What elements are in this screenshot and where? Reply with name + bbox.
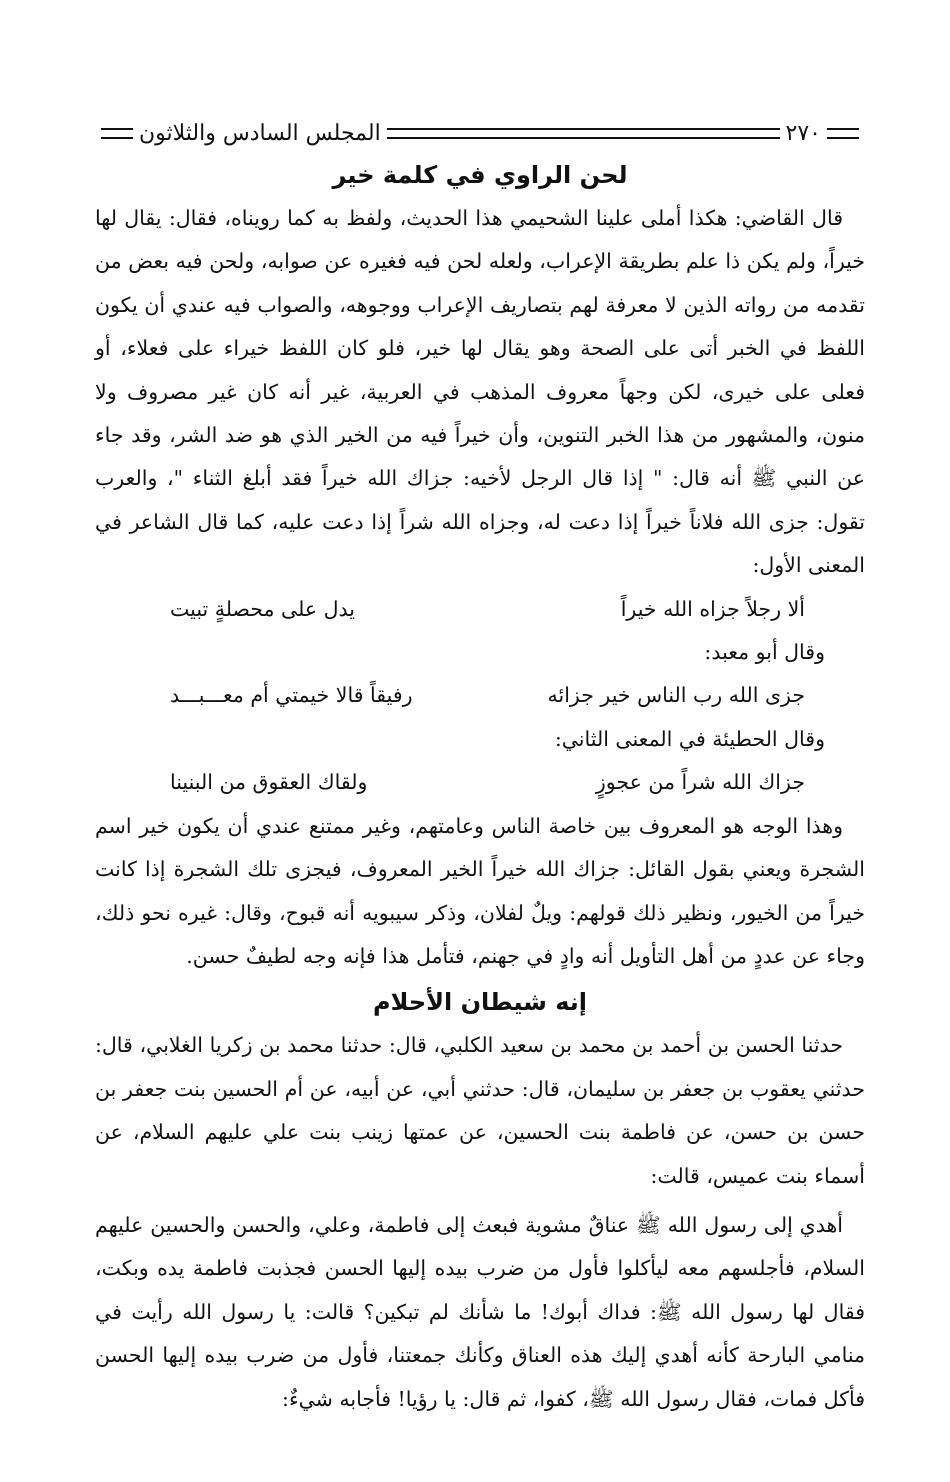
- section-heading-2: إنه شيطان الأحلام: [373, 988, 587, 1017]
- verse-first-hemistich: جزى الله رب الناس خير جزائه: [547, 683, 805, 708]
- section-heading-1: لحن الراوي في كلمة خير: [332, 161, 628, 189]
- verse-line: [95, 761, 865, 804]
- chapter-title: المجلس السادس والثلاثون: [139, 120, 381, 146]
- paragraph: وهذا الوجه هو المعروف بين خاصة الناس وعامتهم، وغير ممتنع عندي أن يكون خير اسم الشجرة ويعني بقول القائل: جزاك الله خيراً الخير المعروف، فيجزى تلك الشجرة إذا كانت خيراً من الخيور، ونظير ذلك قولهم: ويلٌ لفلان، وذكر سيبويه أنه قبوح، وقال: غيره نحو ذلك، وجاء عن عددٍ من أهل التأويل أنه وادٍ في جهنم، فتأمل هذا فإنه وجه لطيفٌ حسن.: [95, 813, 865, 968]
- verse-intro: وقال أبو معبد:: [704, 640, 825, 665]
- paragraph: أهدي إلى رسول الله ﷺ عناقٌ مشوية فبعث إلى فاطمة، وعلي، والحسن والحسين عليهم السلام، فأجلسهم معه ليأكلوا فأول من ضرب بيده إليها الحسن فجذبت فاطمة يده وبكت، فقال لها رسول الله ﷺ: فداك أبوك! ما شأنك لم تبكين؟ قالت: يا رسول الله رأيت في منامي البارحة كأنه أهدي إليك هذه العناق وكأنك جمعتنا، فأول من ضرب بيده إليها الحسن فأكل فمات، فقال رسول الله ﷺ، كفوا، ثم قال: يا رؤيا! فأجابه شيءٌ:: [95, 1212, 865, 1411]
- verse-second-hemistich: رفيقاً قالا خيمتي أم معـــبـــد: [170, 683, 413, 708]
- verse-line: [95, 588, 865, 631]
- paragraph: قال القاضي: هكذا أملى علينا الشحيمي هذا الحديث، ولفظ به كما رويناه، فقال: يقال لها خيراً، ولم يكن ذا علم بطريقة الإعراب، ولعله لحن فيه فغيره عن صوابه، ولحن فيه بعض من تقدمه من رواته الذين لا معرفة لهم بتصاريف الإعراب ووجوهه، والصواب فيه عندي أن يكون اللفظ في الخبر أتى على الصحة وهو يقال لها خير، فلو كان اللفظ خيراء على فعلاء، أو فعلى على خيرى، لكن وجهاً معروف المذهب في العربية، غير أنه كان غير مصروف ولا منون، والمشهور من هذا الخبر التنوين، وأن خيراً فيه من الخير الذي هو ضد الشر، وقد جاء عن النبي ﷺ أنه قال: " إذا قال الرجل لأخيه: جزاك الله خيراً فقد أبلغ الثناء "، والعرب تقول: جزى الله فلاناً خيراً إذا دعت له، وجزاه الله شراً إذا دعت عليه، كما قال الشاعر في المعنى الأول:: [95, 206, 865, 578]
- verse-line: [95, 674, 865, 717]
- verse-second-hemistich: يدل على محصلةٍ تبيت: [170, 596, 355, 621]
- header-rule-middle: [387, 128, 780, 139]
- verse-first-hemistich: جزاك الله شراً من عجوزٍ: [595, 770, 805, 795]
- header-rule-left: [101, 128, 133, 139]
- verse-intro: وقال الحطيئة في المعنى الثاني:: [554, 726, 825, 751]
- verse-first-hemistich: ألا رجلاً جزاه الله خيراً: [620, 596, 805, 621]
- running-head: [95, 115, 865, 151]
- paragraph: حدثنا الحسن بن أحمد بن محمد بن سعيد الكلبي، قال: حدثنا محمد بن زكريا الغلابي، قال: حدثني يعقوب بن جعفر بن سليمان، قال: حدثني أبي، عن أبيه، عن أم الحسين بنت جعفر بن حسن بن حسن، عن فاطمة بنت الحسين، عن عمتها زينب بنت علي عليهم السلام، عن أسماء بنت عميس، قالت:: [95, 1033, 865, 1188]
- book-page: [95, 115, 865, 1421]
- header-rule-right: [827, 128, 859, 139]
- verse-second-hemistich: ولقاك العقوق من البنينا: [170, 770, 368, 795]
- page-number: ٢٧٠: [785, 120, 821, 146]
